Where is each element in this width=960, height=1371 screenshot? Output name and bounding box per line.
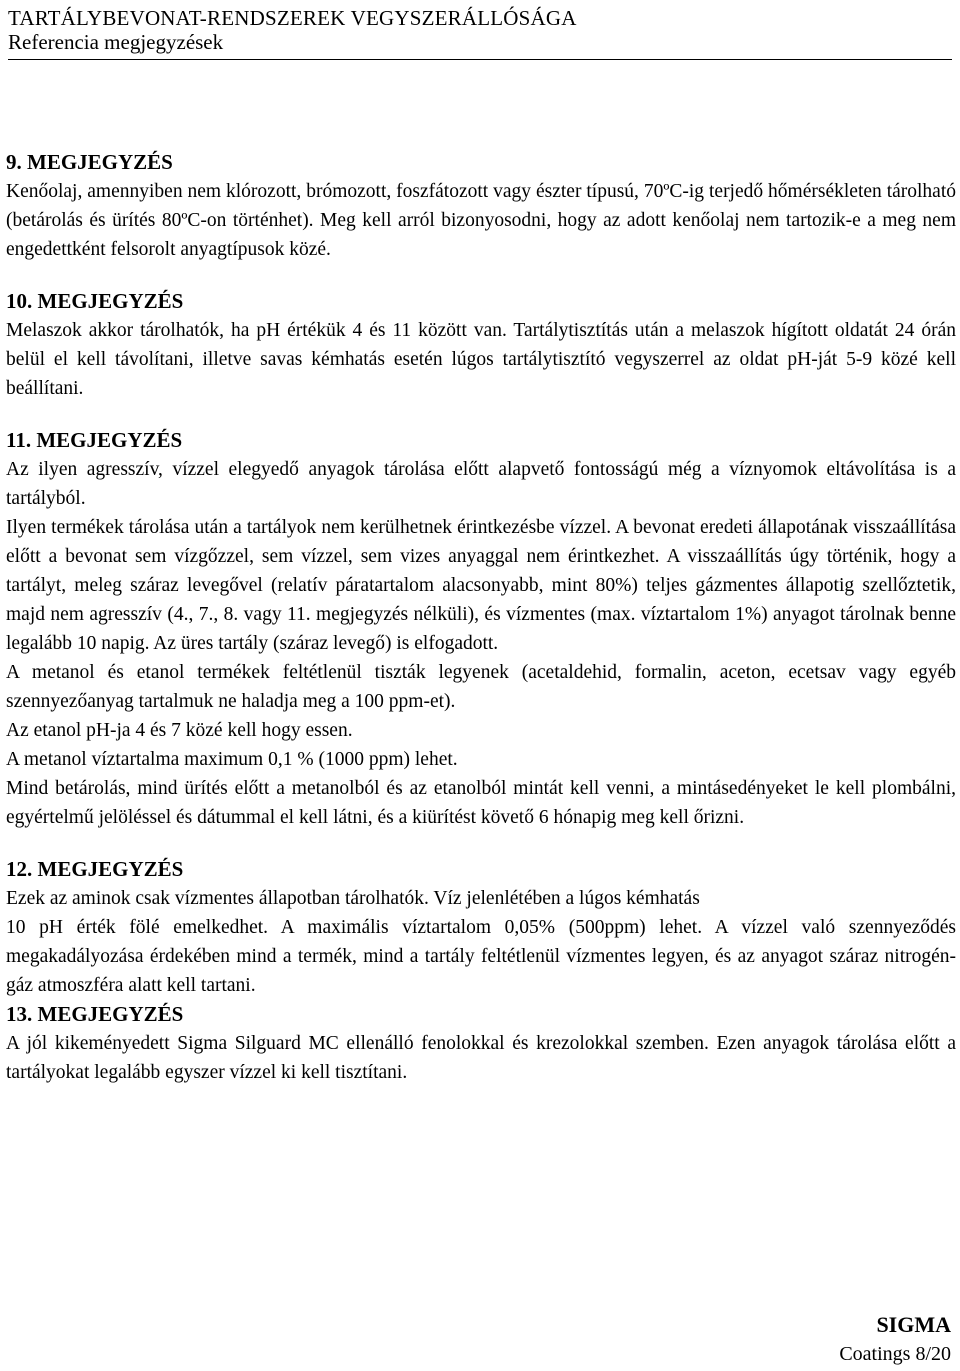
- header-divider: [8, 59, 952, 60]
- note-paragraph: Az etanol pH-ja 4 és 7 közé kell hogy essen.: [6, 720, 353, 741]
- note-paragraph: A jól kikeményedett Sigma Silguard MC ellenálló fenolokkal és krezolokkal szemben. Ezen anyagok tárolása előtt a tartályokat legalább egyszer vízzel ki kell tisztítani.: [6, 1033, 956, 1083]
- note-paragraph: Mind betárolás, mind ürítés előtt a metanolból és az etanolból mintát kell venni, a mintásedényeket le kell plombálni, egyértelmű jelöléssel és dátummal el kell látni, és a kiürítést követő 6 hónapig meg kell őrizni.: [6, 778, 956, 828]
- note-paragraph: Melaszok akkor tárolhatók, ha pH értékük 4 és 11 között van. Tartálytisztítás után a melaszok hígított oldatát 24 órán belül el kell távolítani, illetve savas kémhatás esetén lúgos tartálytisztító vegyszerrel az oldat pH-ját 5-9 közé kell beállítani.: [6, 320, 956, 399]
- note-10: [6, 287, 956, 403]
- note-12: [6, 855, 956, 1000]
- note-paragraph: 10 pH érték fölé emelkedhet. A maximális víztartalom 0,05% (500ppm) lehet. A vízzel való szennyeződés megakadályozása érdekében mind a termék, mind a tartály feltétlenül vízmentes legyen, és az anyagot száraz nitrogén-gáz atmoszféra alatt kell tartani.: [6, 917, 956, 996]
- footer-brand: SIGMA: [876, 1312, 951, 1337]
- notes-content: [6, 148, 956, 1110]
- note-heading: 11. MEGJEGYZÉS: [6, 428, 183, 452]
- note-11: [6, 426, 956, 832]
- note-heading: 9. MEGJEGYZÉS: [6, 150, 173, 174]
- note-paragraph: Az ilyen agresszív, vízzel elegyedő anyagok tárolása előtt alapvető fontosságú még a víznyomok eltávolítása is a tartályból.: [6, 459, 956, 509]
- note-heading: 12. MEGJEGYZÉS: [6, 857, 184, 881]
- note-paragraph: A metanol és etanol termékek feltétlenül tiszták legyenek (acetaldehid, formalin, aceton, ecetsav vagy egyéb szennyezőanyag tartalmuk ne haladja meg a 100 ppm-et).: [6, 662, 956, 712]
- document-title: TARTÁLYBEVONAT-RENDSZEREK VEGYSZERÁLLÓSÁGA: [8, 6, 577, 30]
- note-heading: 10. MEGJEGYZÉS: [6, 289, 184, 313]
- page-footer: [839, 1310, 951, 1368]
- note-paragraph: Ilyen termékek tárolása után a tartályok nem kerülhetnek érintkezésbe vízzel. A bevonat eredeti állapotának visszaállítása előtt a bevonat sem vízgőzzel, sem vízzel, sem vizes anyaggal nem érintkezhet. A visszaállítás úgy történik, hogy a tartályt, meleg száraz levegővel (relatív páratartalom alacsonyabb, mint 80%) teljes gázmentes állapotig szellőztetik, majd nem agresszív (4., 7., 8. vagy 11. megjegyzés nélküli), és vízmentes (max. víztartalom 1%) anyagot tárolnak benne legalább 10 napig. Az üres tartály (száraz levegő) is elfogadott.: [6, 517, 956, 654]
- footer-page-number: Coatings 8/20: [839, 1343, 951, 1365]
- note-9: [6, 148, 956, 264]
- note-heading: 13. MEGJEGYZÉS: [6, 1002, 184, 1026]
- note-paragraph: A metanol víztartalma maximum 0,1 % (1000 ppm) lehet.: [6, 749, 458, 770]
- note-13: [6, 1000, 956, 1087]
- note-paragraph: Ezek az aminok csak vízmentes állapotban tárolhatók. Víz jelenlétében a lúgos kémhatás: [6, 888, 700, 909]
- page-header: [8, 6, 577, 54]
- note-paragraph: Kenőolaj, amennyiben nem klórozott, brómozott, foszfátozott vagy észter típusú, 70ºC-ig terjedő hőmérsékleten tárolható (betárolás és ürítés 80ºC-on történhet). Meg kell arról bizonyosodni, hogy az adott kenőolaj nem tartozik-e a meg nem engedettként felsorolt anyagtípusok közé.: [6, 181, 956, 260]
- document-subtitle: Referencia megjegyzések: [8, 30, 224, 54]
